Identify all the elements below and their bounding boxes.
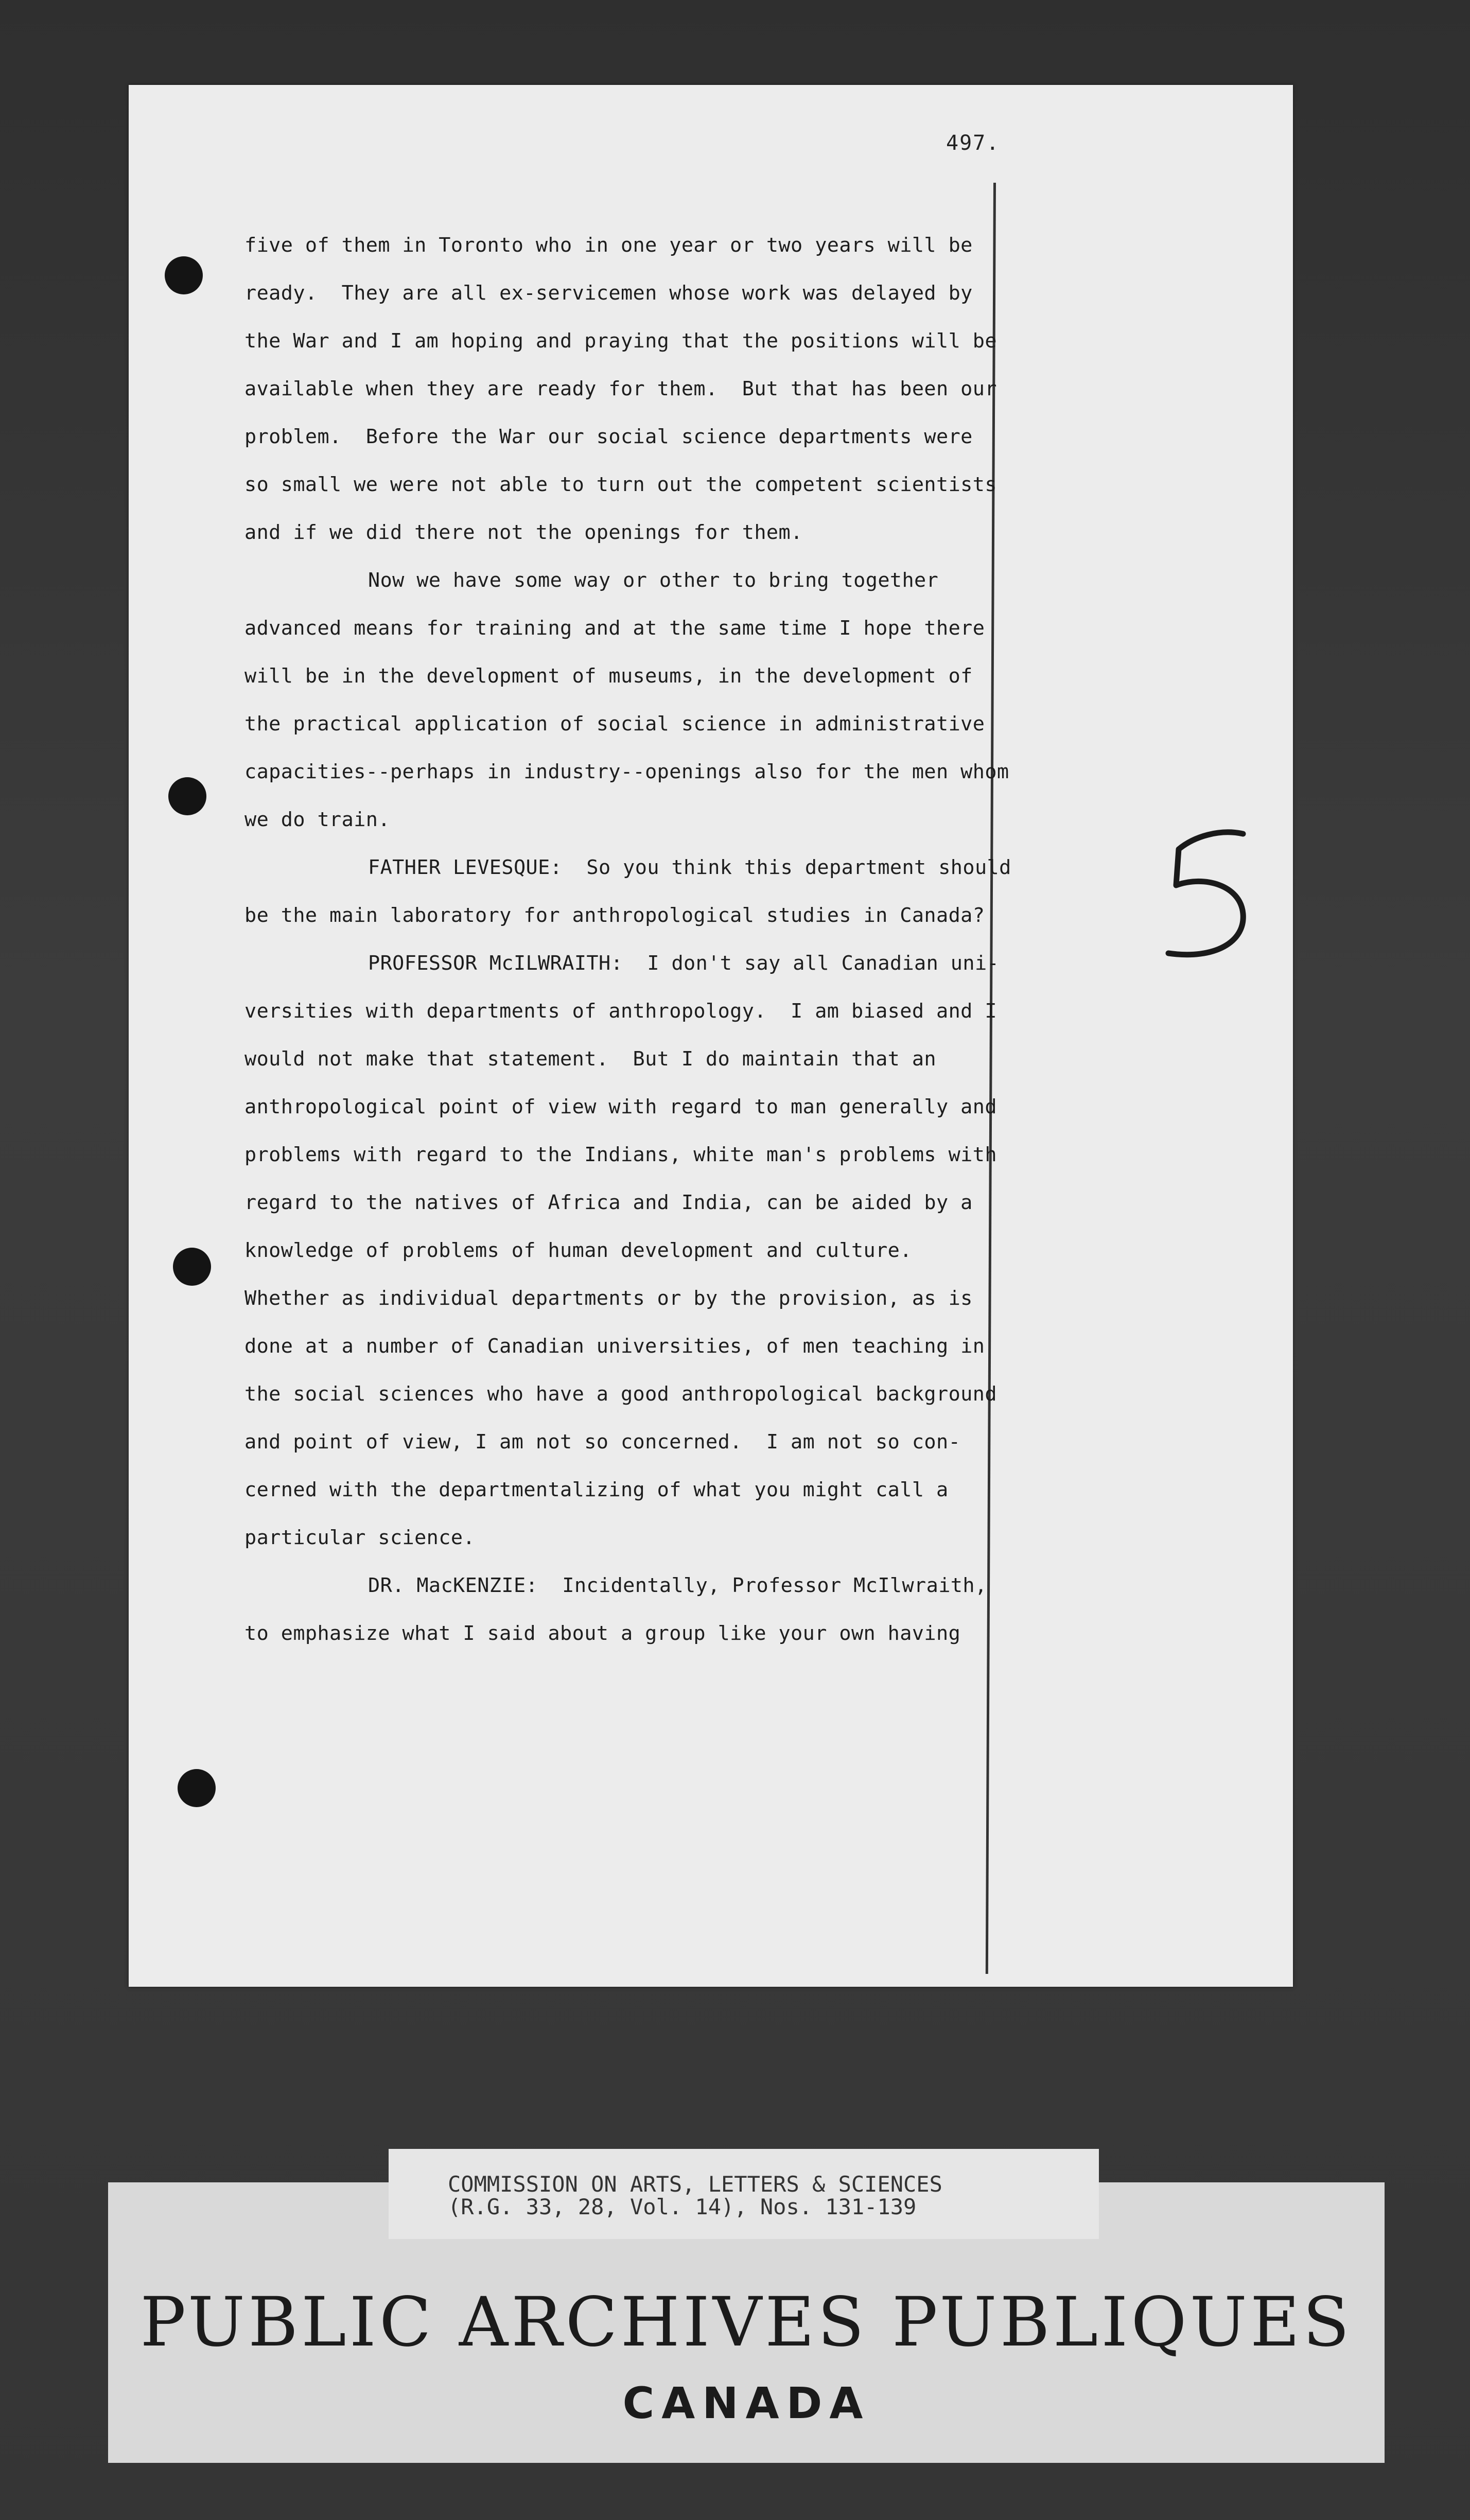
text-line: capacities--perhaps in industry--openings also for the men whom (244, 760, 1009, 783)
text-line: versities with departments of anthropology. I am biased and I (244, 1000, 997, 1023)
text-line: to emphasize what I said about a group like your own having (244, 1622, 961, 1645)
archive-reference (448, 2173, 1014, 2218)
reference-line-2: (R.G. 33, 28, Vol. 14), Nos. 131-139 (448, 2194, 917, 2219)
text-line: ready. They are all ex-servicemen whose work was delayed by (244, 282, 973, 305)
text-line: knowledge of problems of human development and culture. (244, 1239, 912, 1262)
text-line: so small we were not able to turn out the competent scientists (244, 473, 997, 496)
punch-hole (165, 256, 203, 294)
text-line: will be in the development of museums, in the development of (244, 664, 973, 688)
reference-line-1: COMMISSION ON ARTS, LETTERS & SCIENCES (448, 2172, 942, 2197)
transcript-text (244, 221, 1017, 1657)
text-line: problems with regard to the Indians, white man's problems with (244, 1143, 997, 1166)
text-line: we do train. (244, 808, 390, 831)
text-line: would not make that statement. But I do maintain that an (244, 1047, 937, 1071)
text-line: advanced means for training and at the same time I hope there (244, 617, 985, 640)
punch-hole (168, 777, 206, 815)
text-line: particular science. (244, 1526, 476, 1549)
text-line: the War and I am hoping and praying that the positions will be (244, 329, 997, 353)
text-line: anthropological point of view with regard to man generally and (244, 1095, 997, 1118)
punch-hole (173, 1248, 211, 1286)
archive-title: PUBLIC ARCHIVES PUBLIQUES (140, 2283, 1353, 2362)
archive-subtitle: CANADA (622, 2378, 870, 2428)
text-line: Now we have some way or other to bring together (368, 569, 939, 592)
text-line: problem. Before the War our social science departments were (244, 425, 973, 448)
text-line: be the main laboratory for anthropological studies in Canada? (244, 904, 985, 927)
text-line: the social sciences who have a good anthropological background (244, 1382, 997, 1406)
text-line: available when they are ready for them. But that has been our (244, 377, 997, 400)
text-line: and if we did there not the openings for them. (244, 521, 803, 544)
text-line: FATHER LEVESQUE: So you think this department should (368, 856, 1011, 879)
text-line: and point of view, I am not so concerned. I am not so con- (244, 1430, 961, 1454)
handwritten-mark (1158, 818, 1261, 970)
text-line: PROFESSOR McILWRAITH: I don't say all Canadian uni- (368, 952, 1000, 975)
text-line: five of them in Toronto who in one year or two years will be (244, 234, 973, 257)
text-line: DR. MacKENZIE: Incidentally, Professor McIlwraith, (368, 1574, 987, 1597)
punch-hole (178, 1769, 216, 1807)
text-line: Whether as individual departments or by the provision, as is (244, 1287, 973, 1310)
page-number: 497. (946, 131, 1000, 155)
text-line: done at a number of Canadian universities, of men teaching in (244, 1335, 985, 1358)
text-line: cerned with the departmentalizing of what you might call a (244, 1478, 949, 1501)
text-line: regard to the natives of Africa and India, can be aided by a (244, 1191, 973, 1214)
text-line: the practical application of social science in administrative (244, 712, 985, 736)
